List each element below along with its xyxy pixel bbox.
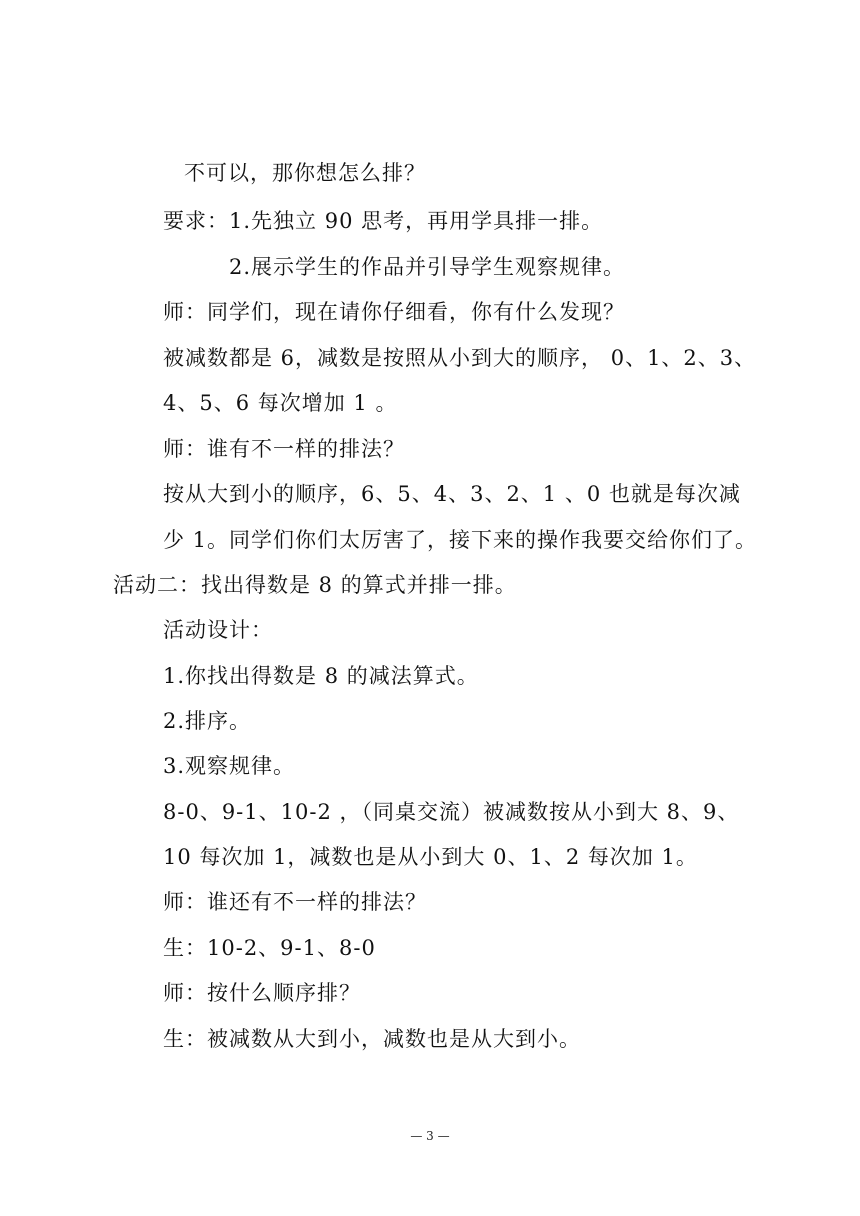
paragraph-line-17: 师：谁还有不一样的排法？ bbox=[163, 890, 427, 914]
paragraph-line-16: 10 每次加 1，减数也是从小到大 0、1、2 每次加 1。 bbox=[163, 845, 698, 869]
page-number: — 3 — bbox=[410, 1129, 450, 1143]
paragraph-line-2: 要求：1.先独立 90 思考，再用学具排一排。 bbox=[163, 209, 604, 233]
activity-heading: 活动二：找出得数是 8 的算式并排一排。 bbox=[113, 573, 517, 597]
paragraph-line-6: 4、5、6 每次增加 1 。 bbox=[163, 391, 398, 415]
paragraph-line-8: 按从大到小的顺序，6、5、4、3、2、1 、0 也就是每次减 bbox=[163, 482, 741, 506]
paragraph-line-12: 1.你找出得数是 8 的减法算式。 bbox=[163, 664, 479, 688]
paragraph-line-7: 师：谁有不一样的排法？ bbox=[163, 437, 405, 461]
paragraph-line-9: 少 1。同学们你们太厉害了，接下来的操作我要交给你们了。 bbox=[163, 528, 758, 552]
paragraph-line-1: 不可以，那你想怎么排？ bbox=[184, 161, 426, 185]
paragraph-line-19: 师：按什么顺序排？ bbox=[163, 981, 361, 1005]
paragraph-line-18: 生：10-2、9-1、8-0 bbox=[163, 936, 376, 960]
paragraph-line-15: 8-0、9-1、10-2 ，（同桌交流）被减数按从小到大 8、9、 bbox=[163, 800, 740, 824]
paragraph-line-14: 3.观察规律。 bbox=[163, 754, 296, 778]
paragraph-line-13: 2.排序。 bbox=[163, 709, 252, 733]
paragraph-line-11: 活动设计： bbox=[163, 618, 273, 642]
paragraph-line-4: 师：同学们，现在请你仔细看，你有什么发现？ bbox=[163, 300, 625, 324]
paragraph-line-3: 2.展示学生的作品并引导学生观察规律。 bbox=[229, 255, 626, 279]
paragraph-line-5: 被减数都是 6，减数是按照从小到大的顺序， 0、1、2、3、 bbox=[163, 346, 757, 370]
paragraph-line-20: 生：被减数从大到小，减数也是从大到小。 bbox=[163, 1027, 581, 1051]
